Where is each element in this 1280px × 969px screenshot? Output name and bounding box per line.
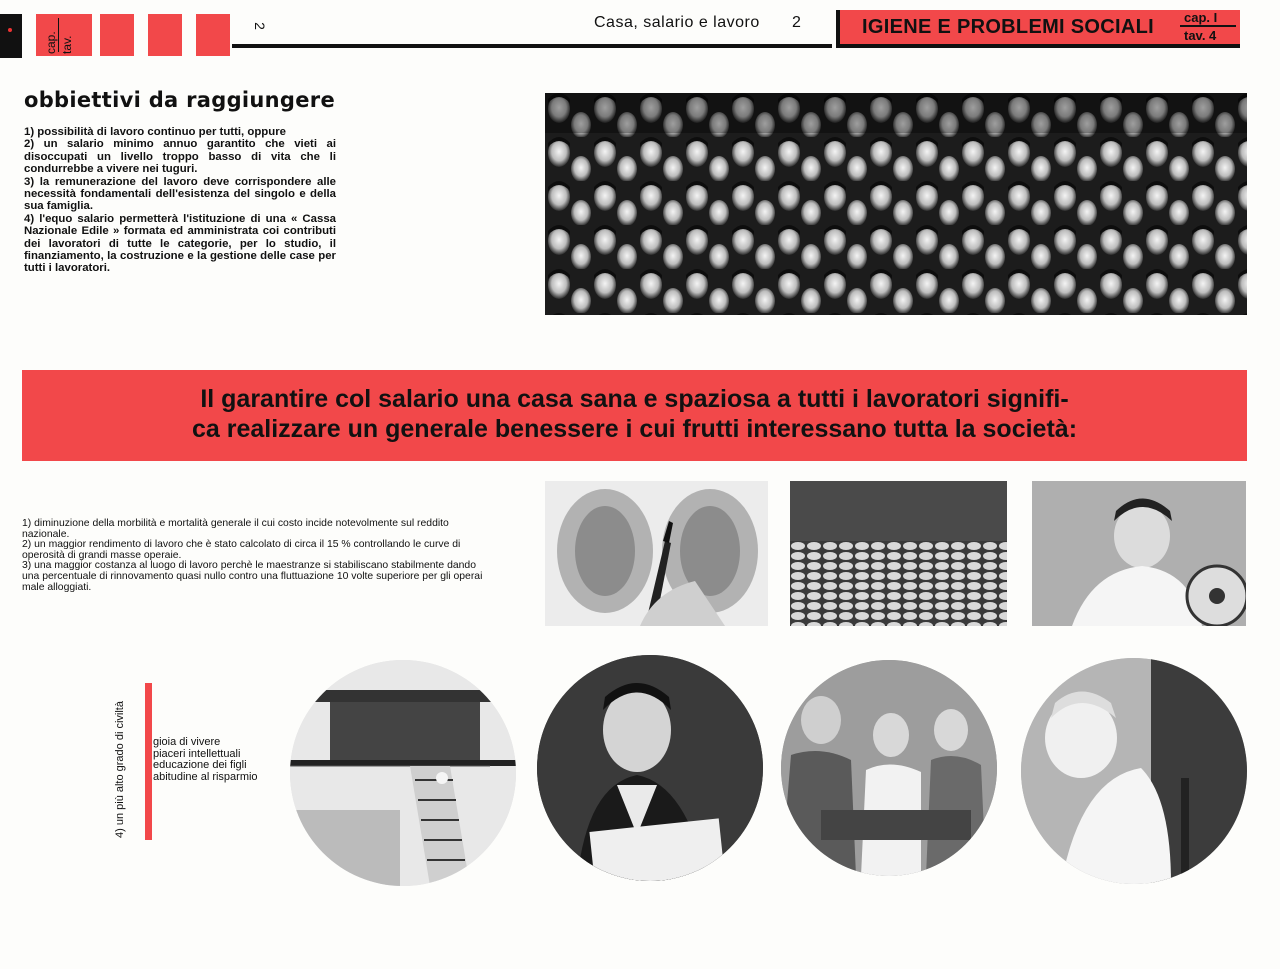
man-reading-image	[537, 655, 763, 881]
scientist-image	[1032, 481, 1246, 626]
red-banner	[22, 370, 1247, 461]
registration-dot	[8, 28, 12, 32]
factory-image	[790, 481, 1007, 626]
banner-line-1: Il garantire col salario una casa sana e spaziosa a tutti i lavoratori signifi-	[200, 385, 1069, 413]
left-edge-bar	[0, 14, 22, 58]
crowd-photo-image	[545, 93, 1247, 315]
objective-item: 3) la remunerazione del lavoro deve corrispondere alle necessità fondamentali dell'esistenza del singolo e della sua famiglia.	[24, 175, 336, 213]
man-reading-photo	[537, 655, 763, 881]
cap-tav-separator	[58, 18, 59, 52]
header-title: Casa, salario e lavoro	[594, 14, 760, 31]
benefit-item: 3) una maggior costanza al luogo di lavoro perchè le maestranze si stabiliscano stabilmente dando una percentuale di rinnovamento quasi nullo contro una fluttuazione 10 volte superiore per gli operai male alloggiati.	[22, 560, 483, 593]
red-block-1	[100, 14, 134, 56]
house-balcony-image	[290, 660, 516, 886]
civilta-item: educazione dei figli	[153, 759, 247, 772]
objective-item: 2) un salario minimo annuo garantito che vieti ai disoccupati un livello troppo basso di vita che li condurrebbe a vivere nei tuguri.	[24, 138, 336, 176]
benefit-item: 2) un maggior rendimento di lavoro che è stato calcolato di circa il 15 % controllando le curve di operosità di grandi masse operaie.	[22, 539, 461, 561]
benefit-item: 1) diminuzione della morbilità e mortalità generale il cui costo incide notevolmente sul reddito nazionale.	[22, 518, 449, 540]
table-label: tav. 4	[1184, 28, 1217, 43]
objectives-title: obbiettivi da raggiungere	[24, 88, 335, 112]
xray-image	[545, 481, 768, 626]
civilta-item: gioia di vivere	[153, 736, 221, 748]
objective-item: 1) possibilità di lavoro continuo per tutti, oppure	[24, 126, 286, 138]
civilta-item: abitudine al risparmio	[153, 770, 258, 783]
banner-line-2: ca realizzare un generale benessere i cui frutti interessano tutta la società:	[191, 415, 1078, 443]
page-number-rotated: 2	[251, 22, 268, 30]
civilta-list	[153, 737, 258, 783]
civilta-vertical-label: 4) un più alto grado di civiltà	[114, 701, 126, 838]
objective-item: 4) l'equo salario permetterà l'istituzione di una « Cassa Nazionale Edile » formata ed amministrata coi contributi dei lavoratori di tutte le categorie, per lo studio, il finanziamento, la costruzione e la gestione delle case per tutti i lavoratori.	[24, 212, 336, 275]
house-balcony-photo	[290, 660, 516, 886]
crowd-photo	[545, 93, 1247, 315]
red-block-2	[148, 14, 182, 56]
cap-label: cap.	[44, 31, 58, 54]
xray-photo	[545, 481, 768, 626]
chapter-label: cap. I	[1184, 10, 1218, 25]
civilta-bar	[145, 683, 152, 840]
factory-photo	[790, 481, 1007, 626]
tav-label: tav.	[60, 35, 74, 54]
header-number: 2	[792, 14, 801, 31]
cap-tav-box	[36, 14, 92, 56]
red-block-3	[196, 14, 230, 56]
family-reading-image	[781, 660, 997, 876]
scientist-photo	[1032, 481, 1246, 626]
girl-image	[1021, 658, 1247, 884]
benefits-list	[22, 519, 492, 593]
section-box	[836, 10, 1240, 48]
civilta-item: piaceri intellettuali	[153, 747, 241, 760]
section-title: IGIENE E PROBLEMI SOCIALI	[862, 16, 1154, 38]
girl-photo	[1021, 658, 1247, 884]
family-reading-photo	[781, 660, 997, 876]
objectives-list	[24, 126, 336, 275]
header-rule	[232, 44, 832, 48]
chapter-divider	[1180, 25, 1236, 27]
